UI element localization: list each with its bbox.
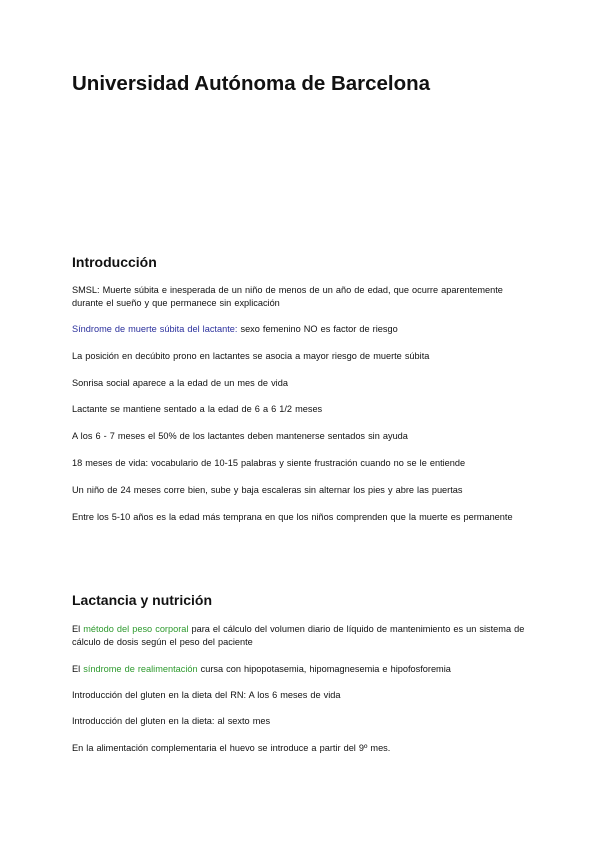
- paragraph-text: A los 6 - 7 meses el 50% de los lactantes deben mantenerse sentados sin ayuda: [72, 431, 408, 441]
- paragraph-text: SMSL: Muerte súbita e inesperada de un niño de menos de un año de edad, que ocurre aparentemente durante el sueño y que permanece sin explicación: [72, 285, 503, 308]
- paragraph: [72, 742, 532, 755]
- highlighted-term: Síndrome de muerte súbita del lactante:: [72, 324, 238, 334]
- paragraph: [72, 284, 532, 310]
- paragraph-text: cursa con hipopotasemia, hipomagnesemia e hipofosforemia: [197, 664, 451, 674]
- paragraph: [72, 430, 532, 443]
- paragraph: [72, 663, 532, 676]
- highlighted-term: método del peso corporal: [83, 624, 189, 634]
- paragraph: [72, 457, 532, 470]
- paragraph-text: Entre los 5-10 años es la edad más temprana en que los niños comprenden que la muerte es permanente: [72, 512, 513, 522]
- paragraph: [72, 323, 532, 336]
- paragraph-text: Sonrisa social aparece a la edad de un mes de vida: [72, 378, 288, 388]
- paragraph-text: Lactante se mantiene sentado a la edad de 6 a 6 1/2 meses: [72, 404, 323, 414]
- paragraph: [72, 350, 532, 363]
- paragraph: [72, 715, 532, 728]
- paragraph: [72, 623, 532, 649]
- paragraph: [72, 484, 532, 497]
- paragraph: [72, 403, 532, 416]
- highlighted-term: síndrome de realimentación: [83, 664, 198, 674]
- paragraph-text: sexo femenino NO es factor de riesgo: [237, 324, 398, 334]
- paragraph-text: La posición en decúbito prono en lactantes se asocia a mayor riesgo de muerte súbita: [72, 351, 430, 361]
- paragraph: [72, 511, 532, 524]
- paragraph-text: El: [72, 624, 84, 634]
- paragraph: [72, 377, 532, 390]
- document-title: Universidad Autónoma de Barcelona: [72, 72, 431, 95]
- paragraph-text: En la alimentación complementaria el huevo se introduce a partir del 9º mes.: [72, 743, 391, 753]
- paragraph-text: El: [72, 664, 84, 674]
- paragraph-text: 18 meses de vida: vocabulario de 10-15 palabras y siente frustración cuando no se le entiende: [72, 458, 466, 468]
- paragraph-text: Introducción del gluten en la dieta: al sexto mes: [72, 716, 271, 726]
- paragraph-text: para el cálculo del volumen diario de líquido de mantenimiento es un sistema de cálculo de dosis según el peso del paciente: [72, 624, 525, 647]
- paragraph-text: Un niño de 24 meses corre bien, sube y baja escaleras sin alternar los pies y abre las puertas: [72, 485, 463, 495]
- paragraph: [72, 689, 532, 702]
- paragraph-text: Introducción del gluten en la dieta del RN: A los 6 meses de vida: [72, 690, 341, 700]
- section-heading-lactancia: Lactancia y nutrición: [72, 592, 213, 608]
- section-heading-introduccion: Introducción: [72, 254, 157, 270]
